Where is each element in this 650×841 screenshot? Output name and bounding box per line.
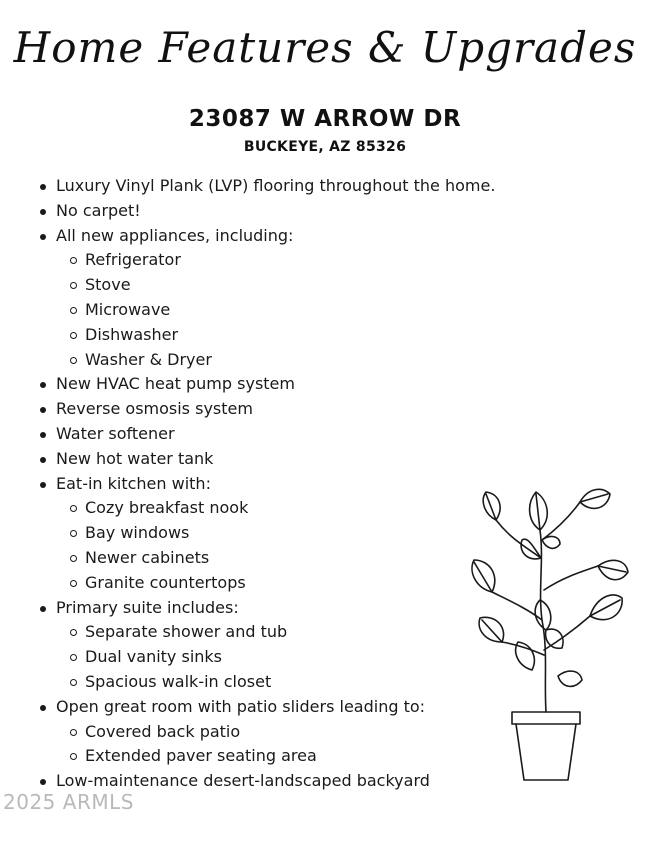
feature-item: Open great room with patio sliders leading to: — [40, 695, 510, 720]
feature-subitem: Separate shower and tub — [40, 620, 510, 645]
feature-subitem: Newer cabinets — [40, 546, 510, 571]
feature-subitem: Granite countertops — [40, 571, 510, 596]
feature-subitem: Dual vanity sinks — [40, 645, 510, 670]
feature-subitem: Cozy breakfast nook — [40, 496, 510, 521]
feature-item: Reverse osmosis system — [40, 397, 510, 422]
feature-item: Low-maintenance desert-landscaped backyard — [40, 769, 510, 794]
feature-item: New HVAC heat pump system — [40, 372, 510, 397]
property-city: BUCKEYE, AZ 85326 — [243, 139, 407, 155]
feature-subitem: Dishwasher — [40, 323, 510, 348]
page-title: Home Features & Upgrades — [13, 23, 637, 72]
feature-subitem: Microwave — [40, 298, 510, 323]
feature-subitem: Spacious walk-in closet — [40, 670, 510, 695]
feature-item: Luxury Vinyl Plank (LVP) flooring throughout the home. — [40, 174, 510, 199]
feature-subitem: Washer & Dryer — [40, 348, 510, 373]
feature-item: New hot water tank — [40, 447, 510, 472]
feature-item: All new appliances, including: — [40, 224, 510, 249]
feature-item: No carpet! — [40, 199, 510, 224]
property-address: 23087 W ARROW DR — [188, 106, 462, 132]
feature-subitem: Refrigerator — [40, 248, 510, 273]
copyright-watermark: 2025 ARMLS — [3, 790, 134, 814]
feature-item: Primary suite includes: — [40, 596, 510, 621]
feature-subitem: Covered back patio — [40, 720, 510, 745]
feature-subitem: Stove — [40, 273, 510, 298]
features-list — [40, 174, 510, 794]
feature-subitem: Bay windows — [40, 521, 510, 546]
feature-subitem: Extended paver seating area — [40, 744, 510, 769]
potted-plant-icon — [462, 480, 632, 790]
feature-item: Eat-in kitchen with: — [40, 472, 510, 497]
feature-item: Water softener — [40, 422, 510, 447]
